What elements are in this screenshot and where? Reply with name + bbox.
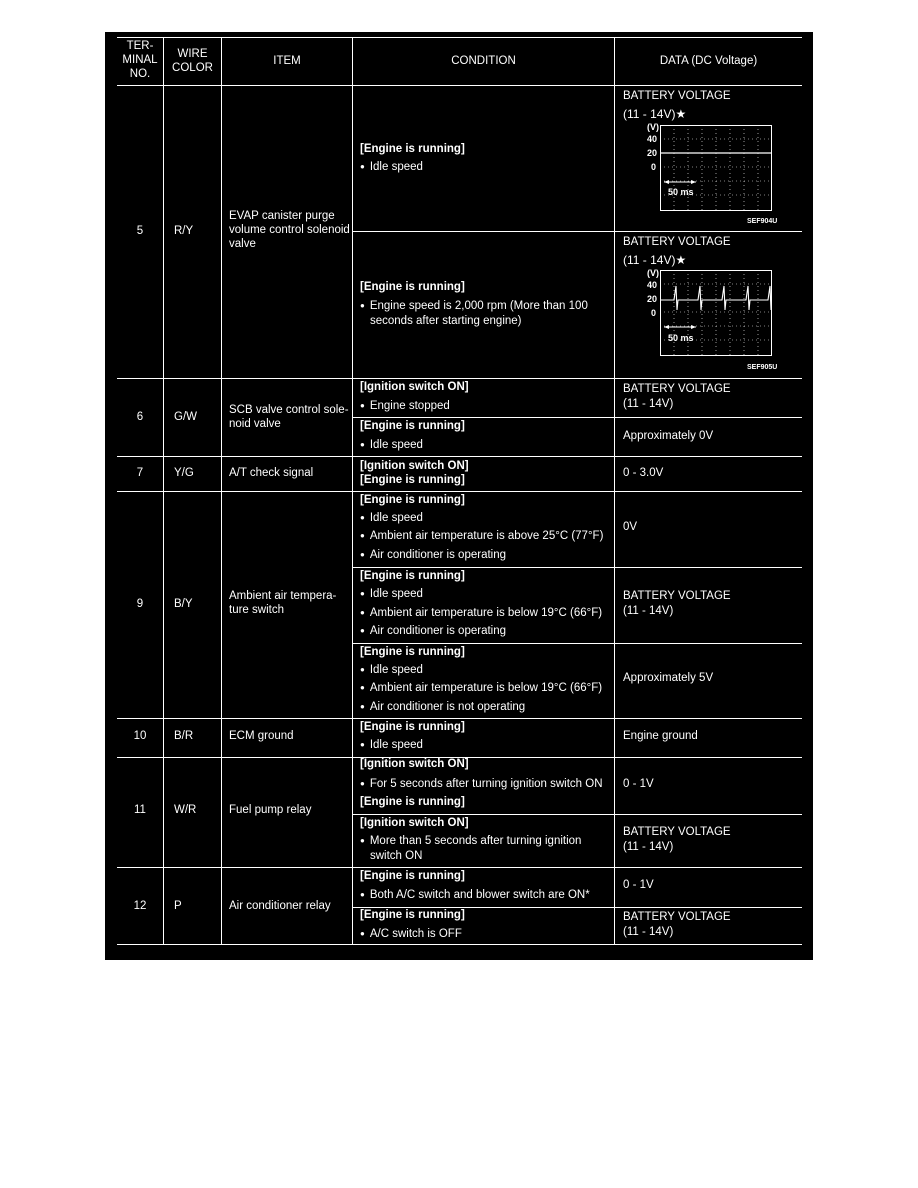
condition-title: [Engine is running] — [360, 420, 465, 432]
condition-bullet: ● For 5 seconds after turning ignition switch ON — [360, 777, 603, 792]
condition-bullet-cont: switch ON — [370, 850, 423, 862]
terminal-no: 9 — [136, 598, 144, 610]
data-value: BATTERY VOLTAGE — [623, 826, 731, 838]
header-wire-color: WIRE COLOR — [172, 48, 213, 74]
scope-y-tick: 40 — [647, 280, 658, 290]
condition-bullet-cont: seconds after starting engine) — [370, 315, 522, 327]
wire-color: B/R — [174, 730, 194, 742]
scope-y-tick: 0 — [651, 308, 657, 318]
item-name: SCB valve control sole- noid valve — [229, 404, 349, 430]
condition-title: [Engine is running] — [360, 570, 465, 582]
condition-bullet: ● Air conditioner is not operating — [360, 700, 525, 715]
row-divider — [117, 718, 802, 719]
header-condition: CONDITION — [451, 55, 516, 67]
item-name: A/T check signal — [229, 467, 314, 479]
condition-title: [Ignition switch ON] — [360, 460, 469, 472]
condition-bullet: ● Air conditioner is operating — [360, 624, 506, 639]
data-value: BATTERY VOLTAGE — [623, 383, 731, 395]
data-value: BATTERY VOLTAGE — [623, 236, 731, 248]
wire-color: P — [174, 900, 182, 912]
data-value: 0V — [623, 521, 638, 533]
condition-title: [Engine is running] — [360, 909, 465, 921]
wire-color: G/W — [174, 411, 197, 423]
item-name: ECM ground — [229, 730, 294, 742]
scope-y-tick: 20 — [647, 294, 658, 304]
condition-title: [Ignition switch ON] — [360, 817, 469, 829]
header-data: DATA (DC Voltage) — [659, 55, 758, 67]
data-value: 0 - 1V — [623, 778, 654, 790]
condition-bullet: ● Ambient air temperature is below 19°C (66°F) — [360, 681, 602, 696]
condition-bullet: ● Air conditioner is operating — [360, 548, 506, 563]
scope-time-label: 50 ms — [668, 187, 694, 197]
figure-id: SEF905U — [747, 364, 778, 371]
condition-title: [Engine is running] — [360, 796, 465, 808]
data-value: BATTERY VOLTAGE — [623, 911, 731, 923]
data-value: (11 - 14V)★ — [623, 107, 687, 121]
data-value: BATTERY VOLTAGE — [623, 590, 731, 602]
oscilloscope-waveform-2 — [660, 270, 772, 356]
data-value: Approximately 0V — [623, 430, 714, 442]
condition-bullet: ● Idle speed — [360, 663, 423, 678]
data-value: Engine ground — [623, 730, 698, 742]
data-value: BATTERY VOLTAGE — [623, 90, 731, 102]
scope-y-tick: 0 — [651, 162, 657, 172]
condition-title: [Ignition switch ON] — [360, 381, 469, 393]
data-value: (11 - 14V)★ — [623, 253, 687, 267]
terminal-no: 5 — [136, 225, 144, 237]
terminal-no: 7 — [136, 467, 144, 479]
row-divider — [117, 491, 802, 492]
row-divider — [117, 867, 802, 868]
terminal-no: 10 — [133, 730, 147, 742]
scope-unit: (V) — [647, 268, 659, 278]
condition-bullet: ● Idle speed — [360, 738, 423, 753]
terminal-data-table — [105, 32, 813, 960]
row-divider — [117, 378, 802, 379]
figure-id: SEF904U — [747, 218, 778, 225]
condition-bullet: ● Idle speed — [360, 160, 423, 175]
condition-bullet: ● Idle speed — [360, 438, 423, 453]
condition-bullet: ● A/C switch is OFF — [360, 927, 462, 942]
terminal-no: 6 — [136, 411, 144, 423]
row-divider — [117, 944, 802, 945]
header-item: ITEM — [273, 55, 301, 67]
header-terminal: TER- MINAL NO. — [122, 40, 158, 80]
subrow-divider — [352, 567, 802, 568]
data-value: (11 - 14V) — [623, 926, 674, 938]
oscilloscope-waveform-1 — [660, 125, 772, 211]
data-value: (11 - 14V) — [623, 605, 674, 617]
wire-color: Y/G — [174, 467, 194, 479]
subrow-divider — [352, 643, 802, 644]
scope-time-label: 50 ms — [668, 333, 694, 343]
condition-title: [Engine is running] — [360, 281, 465, 293]
subrow-divider — [352, 417, 802, 418]
scope-y-tick: 40 — [647, 134, 658, 144]
item-name: Air conditioner relay — [229, 900, 331, 912]
condition-bullet: ● Both A/C switch and blower switch are ON* — [360, 888, 590, 903]
condition-bullet: ● Idle speed — [360, 511, 423, 526]
scope-unit: (V) — [647, 122, 659, 132]
wire-color: W/R — [174, 804, 197, 816]
row-divider — [117, 37, 802, 38]
condition-bullet: ● Ambient air temperature is below 19°C (66°F) — [360, 606, 602, 621]
condition-title: [Engine is running] — [360, 646, 465, 658]
row-divider — [117, 456, 802, 457]
data-value: (11 - 14V) — [623, 398, 674, 410]
condition-title: [Engine is running] — [360, 474, 465, 486]
condition-title: [Engine is running] — [360, 494, 465, 506]
data-value: 0 - 3.0V — [623, 467, 664, 479]
condition-bullet: ● Engine stopped — [360, 399, 450, 414]
condition-bullet: ● Engine speed is 2,000 rpm (More than 100 — [360, 299, 588, 314]
terminal-no: 11 — [134, 804, 146, 816]
condition-bullet: ● More than 5 seconds after turning ignition — [360, 834, 581, 849]
condition-bullet: ● Ambient air temperature is above 25°C (77°F) — [360, 529, 603, 544]
item-name: Ambient air tempera- ture switch — [229, 590, 337, 616]
wire-color: B/Y — [174, 598, 193, 610]
row-divider — [117, 85, 802, 86]
condition-title: [Engine is running] — [360, 721, 465, 733]
condition-title: [Engine is running] — [360, 143, 465, 155]
data-value: 0 - 1V — [623, 879, 654, 891]
subrow-divider — [352, 814, 802, 815]
scope-y-tick: 20 — [647, 148, 658, 158]
subrow-divider — [352, 231, 802, 232]
item-name: Fuel pump relay — [229, 804, 312, 816]
condition-title: [Ignition switch ON] — [360, 758, 469, 770]
wire-color: R/Y — [174, 225, 194, 237]
terminal-no: 12 — [133, 900, 147, 912]
data-value: Approximately 5V — [623, 672, 714, 684]
data-value: (11 - 14V) — [623, 841, 674, 853]
item-name: EVAP canister purge volume control solenoid valve — [229, 210, 350, 250]
condition-bullet: ● Idle speed — [360, 587, 423, 602]
condition-title: [Engine is running] — [360, 870, 465, 882]
